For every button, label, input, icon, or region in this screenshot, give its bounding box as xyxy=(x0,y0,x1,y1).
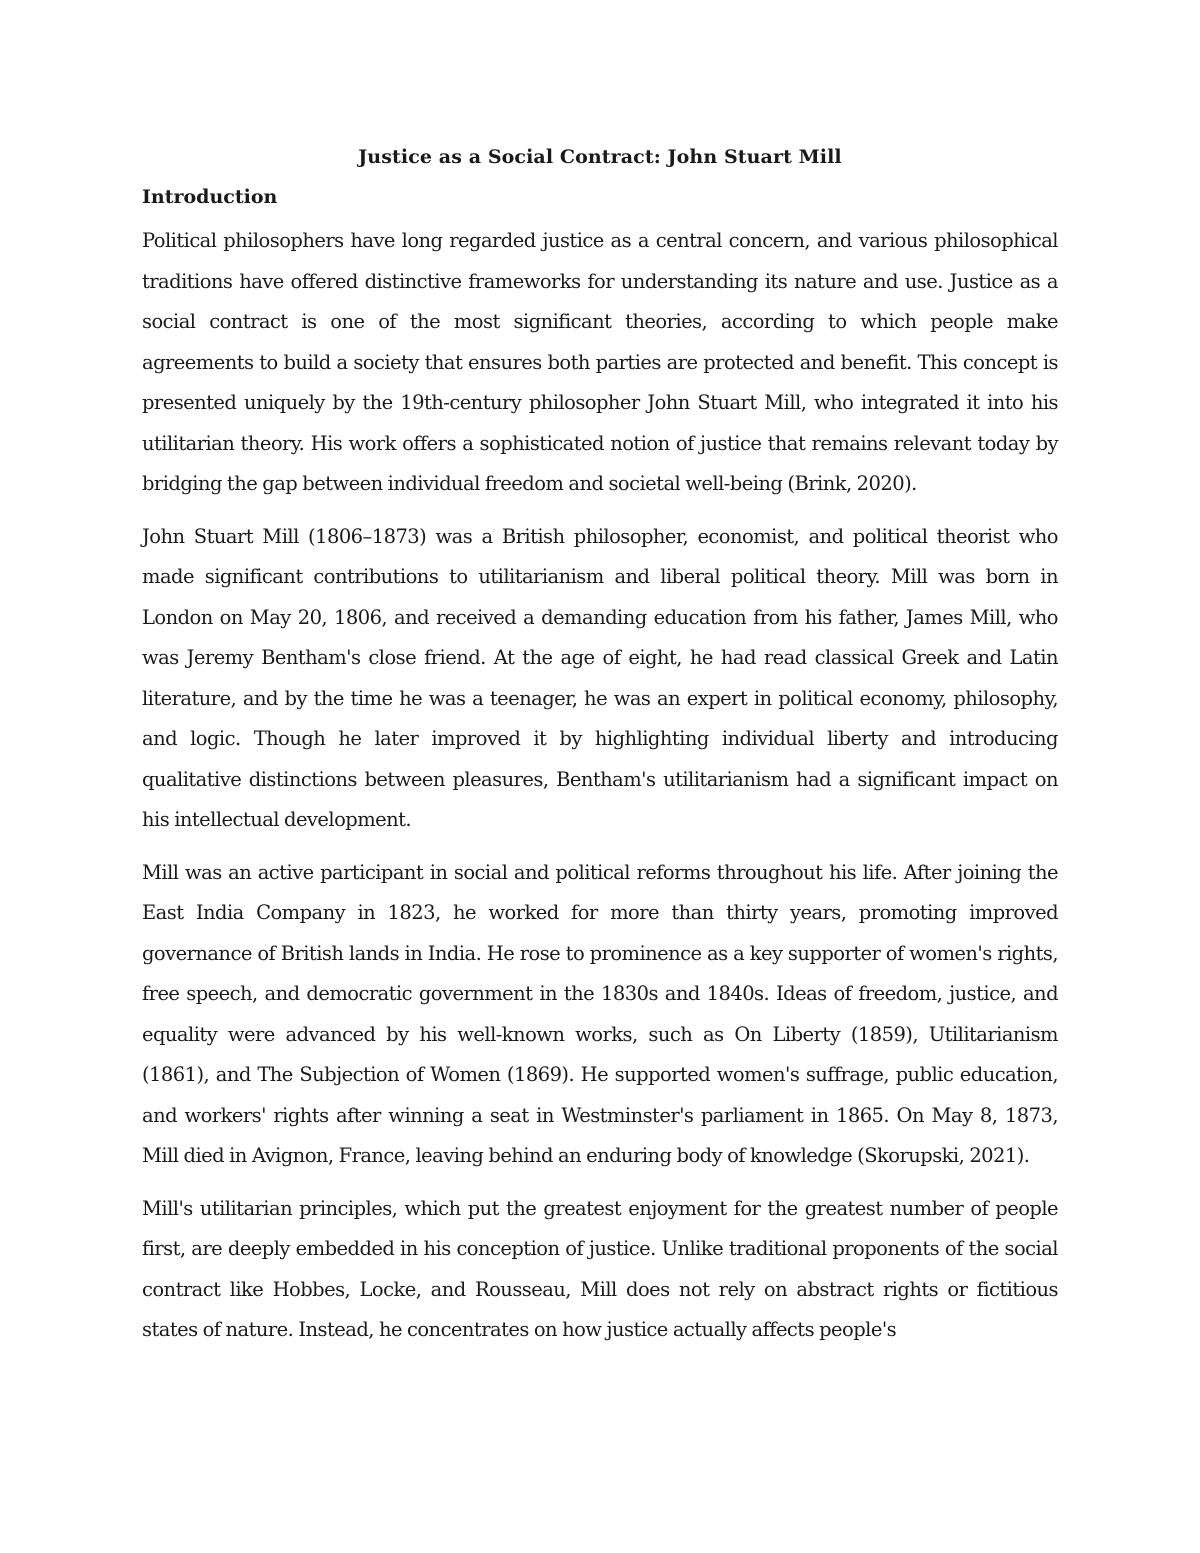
document-body xyxy=(142,141,1058,1351)
paragraph-4: Mill's utilitarian principles, which put the greatest enjoyment for the greatest number of people first, are deeply embedded in his conception of justice. Unlike traditional proponents of the social contract like Hobbes, Locke, and Rousseau, Mill does not rely on abstract rights or fictitious states of nature. Instead, he concentrates on how justice actually affects people's xyxy=(142,1196,1058,1341)
paragraph-2: John Stuart Mill (1806–1873) was a British philosopher, economist, and political theorist who made significant contributions to utilitarianism and liberal political theory. Mill was born in London on May 20, 1806, and received a demanding education from his father, James Mill, who was Jeremy Bentham's close friend. At the age of eight, he had read classical Greek and Latin literature, and by the time he was a teenager, he was an expert in political economy, philosophy, and logic. Though he later improved it by highlighting individual liberty and introducing qualitative distinctions between pleasures, Bentham's utilitarianism had a significant impact on his intellectual development. xyxy=(142,524,1058,831)
paragraph-3: Mill was an active participant in social and political reforms throughout his life. After joining the East India Company in 1823, he worked for more than thirty years, promoting improved governance of British lands in India. He rose to prominence as a key supporter of women's rights, free speech, and democratic government in the 1830s and 1840s. Ideas of freedom, justice, and equality were advanced by his well-known works, such as On Liberty (1859), Utilitarianism (1861), and The Subjection of Women (1869). He supported women's suffrage, public education, and workers' rights after winning a seat in Westminster's parliament in 1865. On May 8, 1873, Mill died in Avignon, France, leaving behind an enduring body of knowledge (Skorupski, 2021). xyxy=(142,860,1058,1167)
paragraph-1: Political philosophers have long regarded justice as a central concern, and various philosophical traditions have offered distinctive frameworks for understanding its nature and use. Justice as a social contract is one of the most significant theories, according to which people make agreements to build a society that ensures both parties are protected and benefit. This concept is presented uniquely by the 19th-century philosopher John Stuart Mill, who integrated it into his utilitarian theory. His work offers a sophisticated notion of justice that remains relevant today by bridging the gap between individual freedom and societal well-being (Brink, 2020). xyxy=(142,229,1058,495)
document-title: Justice as a Social Contract: John Stuart Mill xyxy=(358,146,842,168)
section-heading-introduction: Introduction xyxy=(142,186,278,208)
